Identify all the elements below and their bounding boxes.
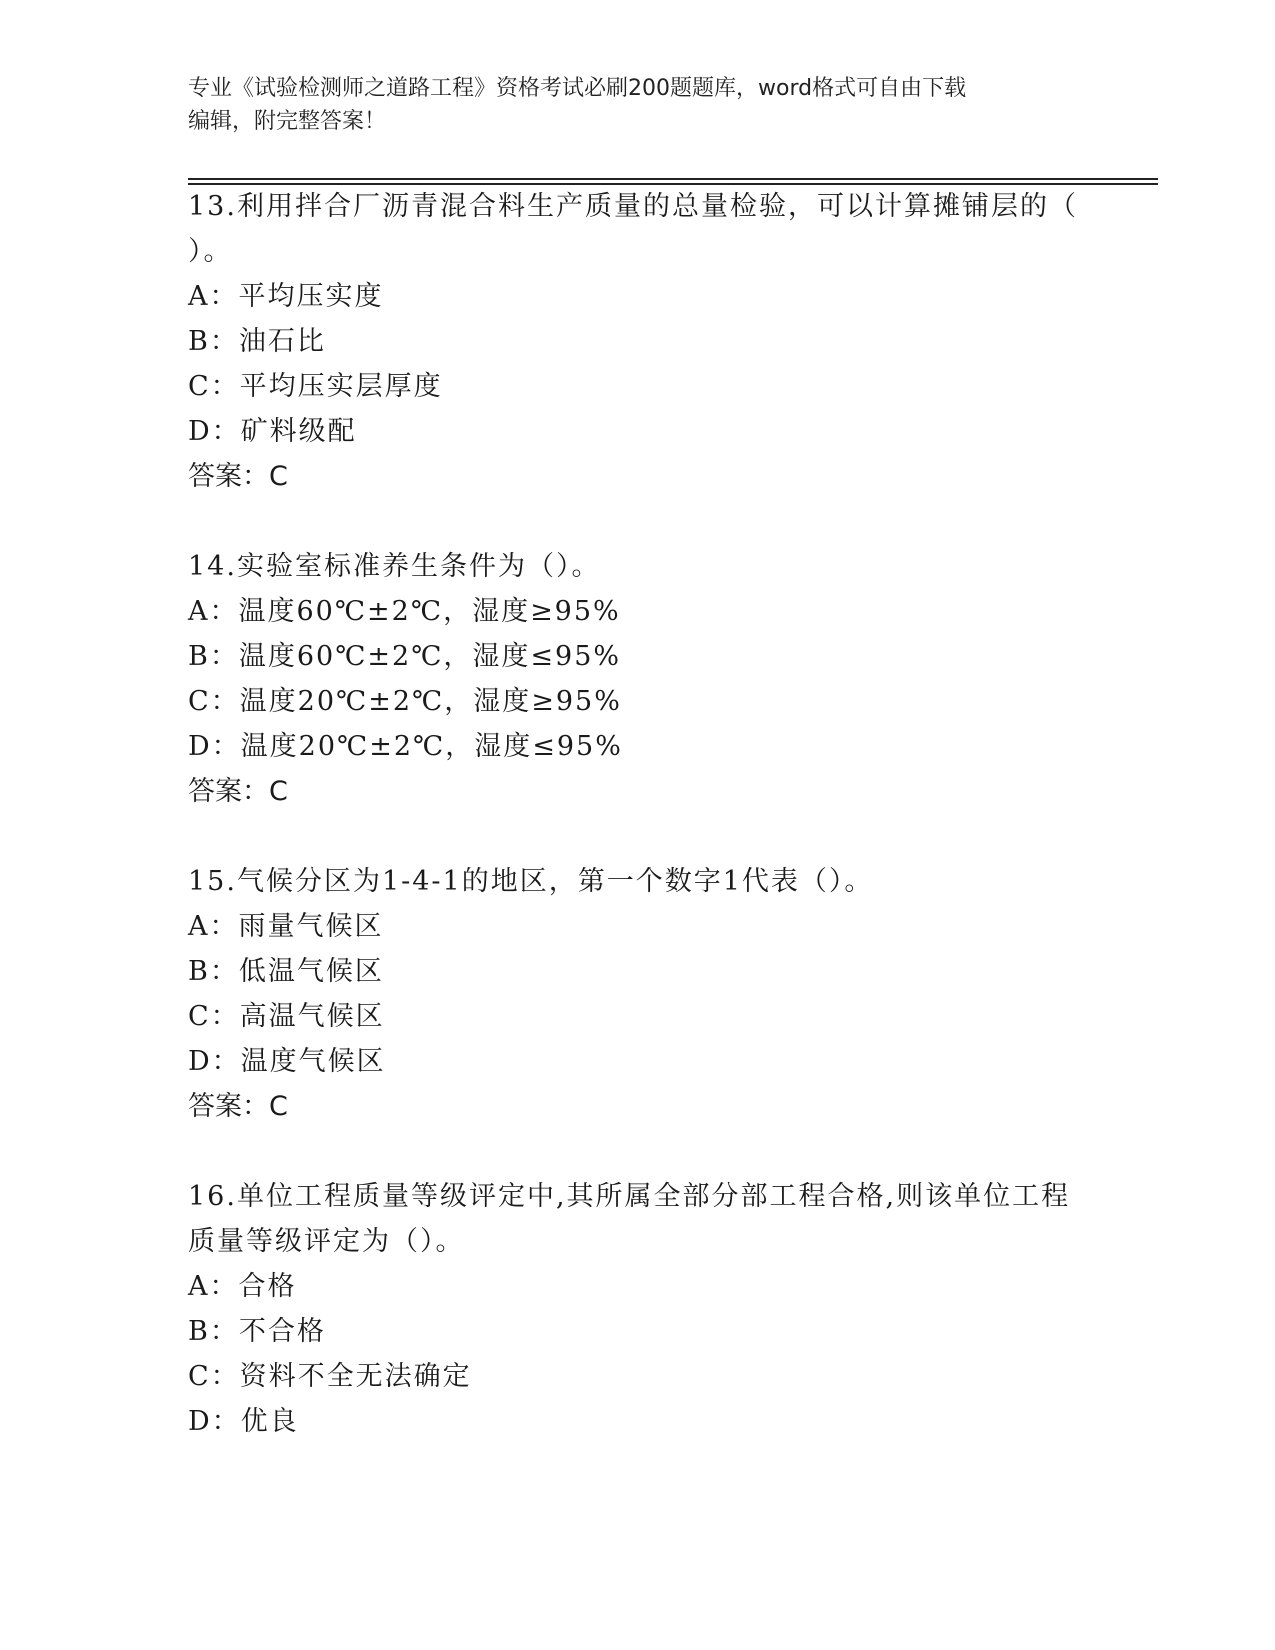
question-15-stem: 15.气候分区为1-4-1的地区，第一个数字1代表（）。 [188,866,874,897]
header-line-2: 编辑，附完整答案！ [188,109,387,134]
question-16-option-b: B：不合格 [188,1316,326,1347]
document-header [188,72,1088,138]
question-14-stem: 14.实验室标准养生条件为（）。 [188,551,601,582]
question-13-stem-continued: ）。 [188,236,233,267]
question-15-option-d: D：温度气候区 [188,1046,386,1077]
question-14-option-a: A：温度60℃±2℃，湿度≥95% [188,596,621,627]
question-16-stem-continued: 质量等级评定为（）。 [188,1226,465,1257]
question-15-option-c: C：高温气候区 [188,1001,385,1032]
question-16-option-d: D：优良 [188,1406,299,1437]
header-divider-top [188,178,1158,180]
header-line-1: 专业《试验检测师之道路工程》资格考试必刷200题题库，word格式可自由下载 [188,76,967,101]
question-15-option-b: B：低温气候区 [188,956,384,987]
question-13-option-d: D：矿料级配 [188,416,357,447]
question-13-option-b: B：油石比 [188,326,326,357]
question-13-option-a: A：平均压实度 [188,281,384,312]
header-divider-bottom [188,183,1158,185]
question-15-answer: 答案：C [188,1091,288,1122]
question-15-option-a: A：雨量气候区 [188,911,384,942]
question-14-option-d: D：温度20℃±2℃，湿度≤95% [188,731,623,762]
question-13-answer: 答案：C [188,461,288,492]
question-16-option-a: A：合格 [188,1271,297,1302]
question-14-option-b: B：温度60℃±2℃，湿度≤95% [188,641,622,672]
question-16-stem: 16.单位工程质量等级评定中,其所属全部分部工程合格,则该单位工程 [188,1181,1071,1212]
question-13-stem: 13.利用拌合厂沥青混合料生产质量的总量检验，可以计算摊铺层的（ [188,191,1078,222]
question-14-answer: 答案：C [188,776,288,807]
question-13-option-c: C：平均压实层厚度 [188,371,443,402]
question-14-option-c: C：温度20℃±2℃，湿度≥95% [188,686,622,717]
question-16-option-c: C：资料不全无法确定 [188,1361,472,1392]
